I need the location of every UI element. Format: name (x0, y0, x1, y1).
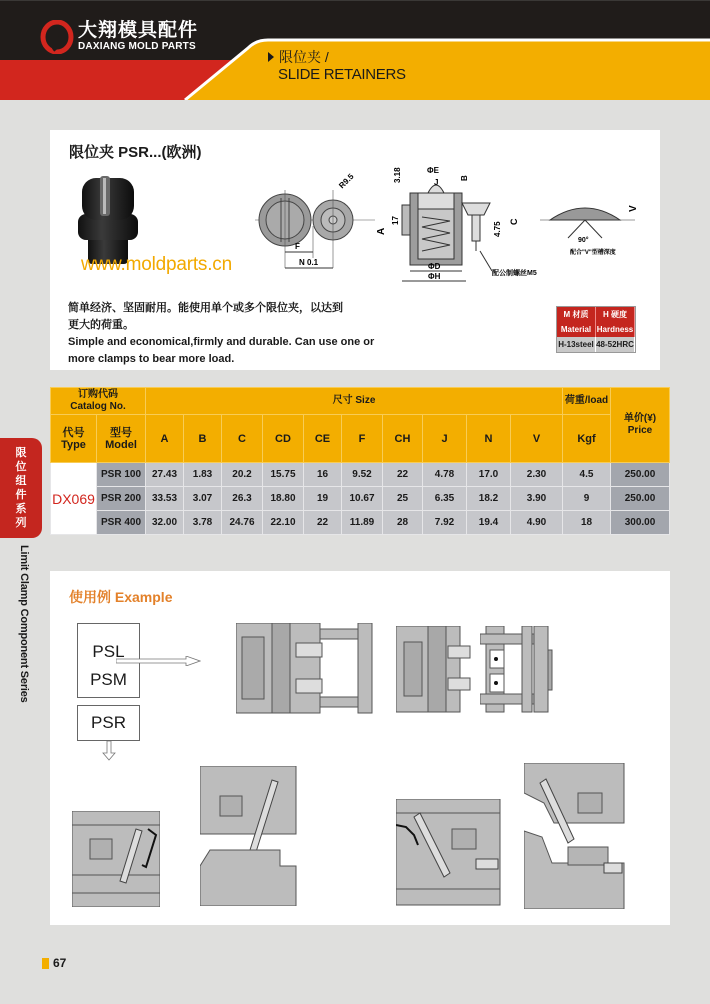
svg-text:A: A (376, 227, 387, 235)
section-title (268, 48, 406, 84)
value-cell: 25 (383, 487, 423, 511)
value-cell: 22.10 (263, 511, 304, 535)
value-cell: 9.52 (342, 463, 383, 487)
svg-text:ΦD: ΦD (428, 262, 441, 271)
col-ch: CH (383, 415, 423, 463)
value-cell: 27.43 (146, 463, 184, 487)
col-a: A (146, 415, 184, 463)
product-panel (50, 130, 660, 370)
price-header: 单价(¥) Price (611, 388, 670, 463)
value-cell: 11.89 (342, 511, 383, 535)
description-en-line2: more clamps to bear more load. (68, 353, 235, 365)
table-row (51, 487, 670, 511)
col-f: F (342, 415, 383, 463)
material-label-en: Material (557, 322, 596, 337)
value-cell: 18 (563, 511, 611, 535)
value-cell: 7.92 (423, 511, 467, 535)
value-cell: 4.5 (563, 463, 611, 487)
hardness-header: H 硬度 (596, 307, 635, 322)
value-cell: 26.3 (222, 487, 263, 511)
description-en-line1: Simple and economical,firmly and durable. Can use one or (68, 336, 375, 348)
material-header: M 材质 (557, 307, 596, 322)
mold-assembly-psl (236, 623, 376, 719)
col-j: J (423, 415, 467, 463)
brand-name-cn: 大翔模具配件 (78, 20, 199, 41)
value-cell: 6.35 (423, 487, 467, 511)
slide-diagram-open-2 (524, 763, 628, 909)
arrow-right-icon (116, 656, 201, 666)
value-cell: 22 (383, 463, 423, 487)
psr-box (77, 705, 140, 741)
product-title: 限位夹 PSR...(欧洲) (69, 144, 202, 161)
tab-char: 系 (15, 503, 27, 515)
tab-char: 位 (15, 461, 27, 473)
col-ce: CE (304, 415, 342, 463)
price-cell: 300.00 (611, 511, 670, 535)
price-cell: 250.00 (611, 487, 670, 511)
model-cell: PSR 400 (97, 511, 146, 535)
svg-text:J: J (434, 178, 439, 187)
watermark-url: www.moldparts.cn (81, 254, 232, 275)
description-cn-line2: 更大的荷重。 (68, 319, 134, 331)
triangle-bullet-icon (268, 52, 274, 62)
svg-text:C: C (509, 218, 519, 225)
svg-text:配公制螺丝M5: 配公制螺丝M5 (492, 270, 537, 277)
hardness-value: 48-52HRC (596, 337, 635, 352)
brand-name-en: DAXIANG MOLD PARTS (78, 41, 196, 52)
side-view-drawing (362, 155, 562, 285)
svg-text:B: B (460, 175, 469, 181)
value-cell: 4.90 (511, 511, 563, 535)
value-cell: 16 (304, 463, 342, 487)
table-row (51, 511, 670, 535)
side-series-label: Limit Clamp Component Series (18, 545, 30, 703)
brand-logo (40, 20, 198, 54)
slide-diagram-open-1 (200, 766, 300, 906)
svg-text:ΦH: ΦH (428, 272, 441, 281)
model-header: 型号 Model (97, 415, 146, 463)
price-cell: 250.00 (611, 463, 670, 487)
col-c: C (222, 415, 263, 463)
value-cell: 19.4 (467, 511, 511, 535)
value-cell: 20.2 (222, 463, 263, 487)
description-cn-line1: 简单经济、坚固耐用。能使用单个或多个限位夹，以达到 (68, 302, 343, 314)
tab-char: 件 (15, 489, 27, 501)
col-v: V (511, 415, 563, 463)
psm-label: PSM (90, 670, 127, 689)
col-b: B (184, 415, 222, 463)
mold-assembly-open (480, 626, 560, 714)
value-cell: 18.80 (263, 487, 304, 511)
material-spec-box (556, 306, 636, 353)
type-code: DX069 (51, 463, 97, 535)
svg-text:17: 17 (391, 216, 400, 225)
svg-text:4.75: 4.75 (493, 221, 502, 237)
value-cell: 32.00 (146, 511, 184, 535)
side-category-tab[interactable] (0, 438, 42, 538)
section-title-en: SLIDE RETAINERS (278, 66, 406, 83)
size-table (50, 387, 670, 535)
value-cell: 3.78 (184, 511, 222, 535)
col-n: N (467, 415, 511, 463)
type-header: 代号 Type (51, 415, 97, 463)
svg-text:配合"V"型槽深度: 配合"V"型槽深度 (570, 250, 616, 256)
logo-mark-icon (40, 20, 74, 54)
page-marker-icon (42, 958, 49, 969)
mold-assembly-psm (396, 626, 478, 714)
svg-text:ΦE: ΦE (427, 166, 439, 175)
product-description (68, 300, 398, 368)
example-title: 使用例 Example (69, 589, 173, 605)
v-groove-drawing (540, 190, 650, 265)
col-kgf: Kgf (563, 415, 611, 463)
value-cell: 9 (563, 487, 611, 511)
example-panel (50, 571, 670, 925)
psr-label: PSR (91, 713, 126, 732)
model-cell: PSR 100 (97, 463, 146, 487)
value-cell: 18.2 (467, 487, 511, 511)
arrow-down-icon (102, 741, 116, 761)
section-title-cn: 限位夹 / (279, 49, 329, 65)
hardness-label-en: Hardness (596, 322, 635, 337)
tab-char: 组 (15, 475, 27, 487)
value-cell: 28 (383, 511, 423, 535)
material-value: H-13steel (557, 337, 596, 352)
svg-text:V: V (628, 205, 639, 212)
svg-text:3.18: 3.18 (393, 167, 402, 183)
psl-label: PSL (92, 642, 125, 661)
value-cell: 33.53 (146, 487, 184, 511)
col-cd: CD (263, 415, 304, 463)
table-row (51, 463, 670, 487)
svg-text:R9.5: R9.5 (337, 171, 356, 191)
top-view-drawing (255, 168, 375, 278)
svg-text:N 0.1: N 0.1 (299, 258, 319, 267)
dim-f: F (295, 242, 300, 251)
catalog-header: 订购代码 Catalog No. (51, 388, 146, 415)
value-cell: 15.75 (263, 463, 304, 487)
value-cell: 10.67 (342, 487, 383, 511)
page-number-text: 67 (53, 956, 67, 970)
tab-char: 限 (15, 447, 27, 459)
value-cell: 3.90 (511, 487, 563, 511)
value-cell: 24.76 (222, 511, 263, 535)
value-cell: 17.0 (467, 463, 511, 487)
slide-diagram-closed-1 (72, 811, 160, 907)
load-header: 荷重/load (563, 388, 611, 415)
value-cell: 3.07 (184, 487, 222, 511)
value-cell: 1.83 (184, 463, 222, 487)
value-cell: 4.78 (423, 463, 467, 487)
svg-text:90°: 90° (578, 237, 589, 244)
value-cell: 22 (304, 511, 342, 535)
page-number (42, 956, 66, 970)
size-header: 尺寸 Size (146, 388, 563, 415)
slide-diagram-closed-2 (396, 799, 506, 907)
model-cell: PSR 200 (97, 487, 146, 511)
value-cell: 2.30 (511, 463, 563, 487)
value-cell: 19 (304, 487, 342, 511)
tab-char: 列 (15, 517, 27, 529)
